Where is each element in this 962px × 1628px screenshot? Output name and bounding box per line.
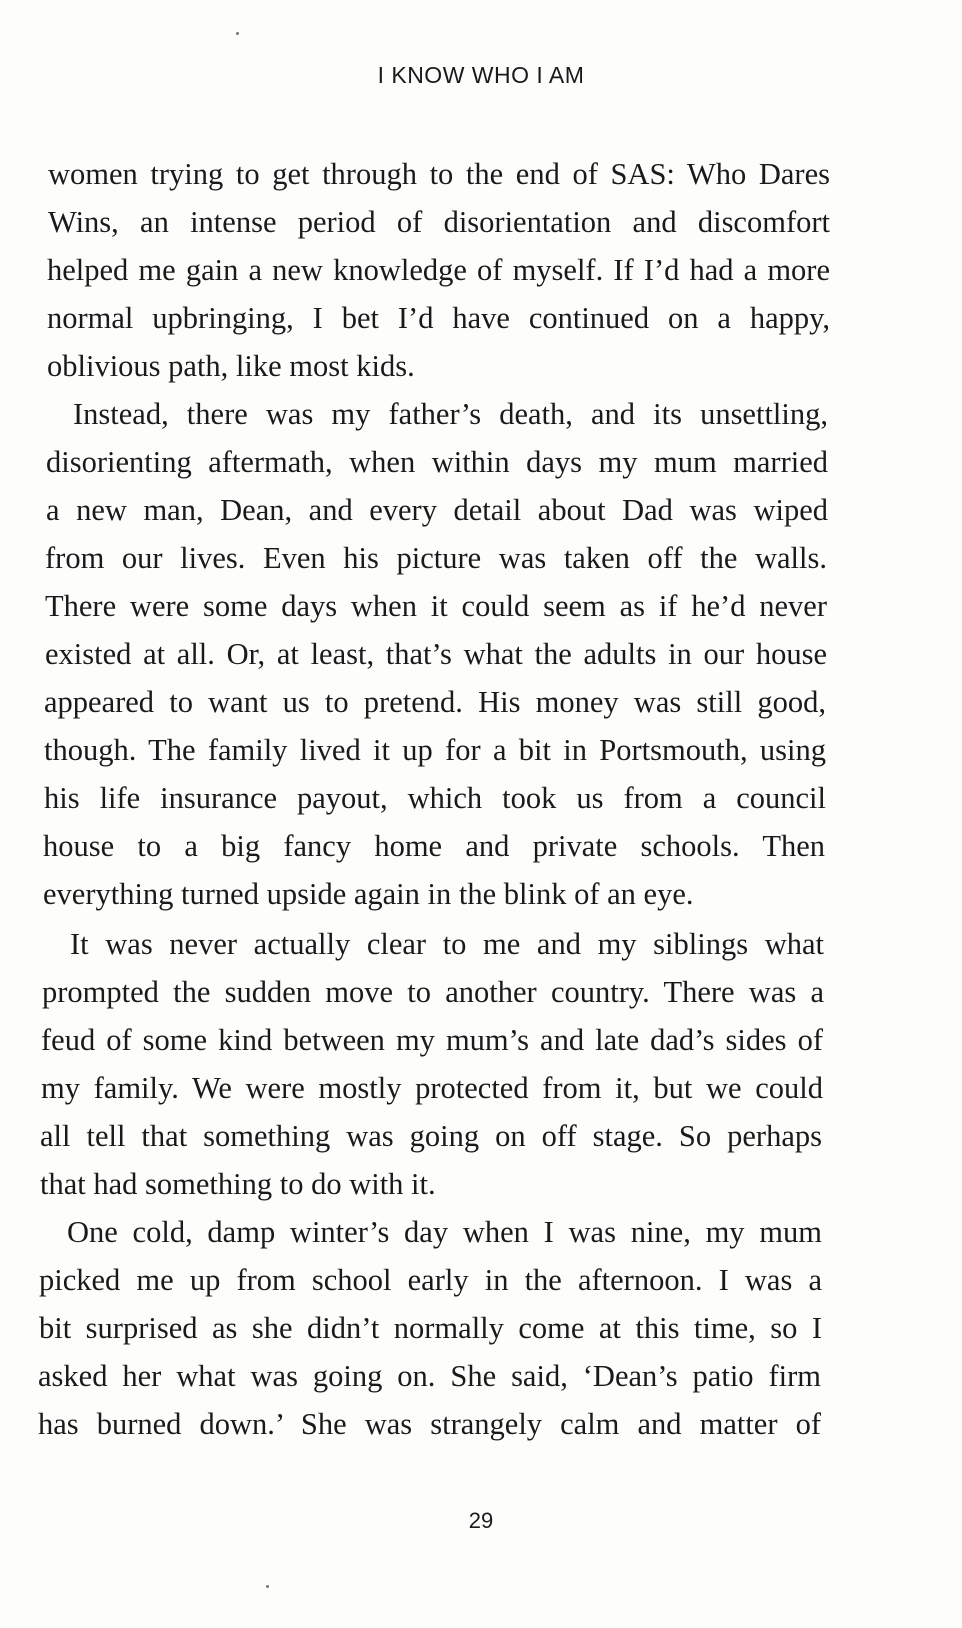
body-text (0, 150, 962, 1450)
text-line: picked me up from school early in the afternoon. I was a (39, 1263, 822, 1297)
text-line: normal upbringing, I bet I’d have continued on a happy, (47, 301, 830, 335)
text-line: Wins, an intense period of disorientation and discomfort (48, 205, 830, 239)
text-line: oblivious path, like most kids. (47, 349, 415, 383)
text-line: from our lives. Even his picture was taken off the walls. (45, 541, 827, 575)
text-line: women trying to get through to the end of SAS: Who Dares (48, 157, 830, 191)
scan-speck (266, 1585, 269, 1588)
text-line: has burned down.’ She was strangely calm and matter of (38, 1407, 821, 1441)
text-line: feud of some kind between my mum’s and late dad’s sides of (41, 1023, 823, 1057)
text-line: It was never actually clear to me and my siblings what (70, 927, 824, 961)
text-line: prompted the sudden move to another country. There was a (42, 975, 824, 1009)
text-line: his life insurance payout, which took us from a council (44, 781, 826, 815)
text-line: disorienting aftermath, when within days my mum married (46, 445, 828, 479)
text-line: that had something to do with it. (40, 1167, 436, 1201)
text-line: There were some days when it could seem as if he’d never (45, 589, 827, 623)
text-line: Instead, there was my father’s death, and its unsettling, (73, 397, 828, 431)
text-line: appeared to want us to pretend. His money was still good, (44, 685, 826, 719)
text-line: my family. We were mostly protected from it, but we could (41, 1071, 823, 1105)
text-line: One cold, damp winter’s day when I was nine, my mum (67, 1215, 822, 1249)
text-line: a new man, Dean, and every detail about Dad was wiped (46, 493, 828, 527)
running-head: I KNOW WHO I AM (377, 62, 585, 88)
text-line: helped me gain a new knowledge of myself. If I’d had a more (47, 253, 830, 287)
text-line: asked her what was going on. She said, ‘Dean’s patio firm (38, 1359, 821, 1393)
text-line: bit surprised as she didn’t normally come at this time, so I (39, 1311, 822, 1345)
text-line: all tell that something was going on off stage. So perhaps (40, 1119, 822, 1153)
text-line: house to a big fancy home and private schools. Then (43, 829, 825, 863)
scan-speck (236, 32, 239, 35)
text-line: though. The family lived it up for a bit in Portsmouth, using (44, 733, 826, 767)
text-line: existed at all. Or, at least, that’s what the adults in our house (45, 637, 827, 671)
text-line: everything turned upside again in the blink of an eye. (43, 877, 694, 911)
page-number: 29 (468, 1508, 494, 1533)
